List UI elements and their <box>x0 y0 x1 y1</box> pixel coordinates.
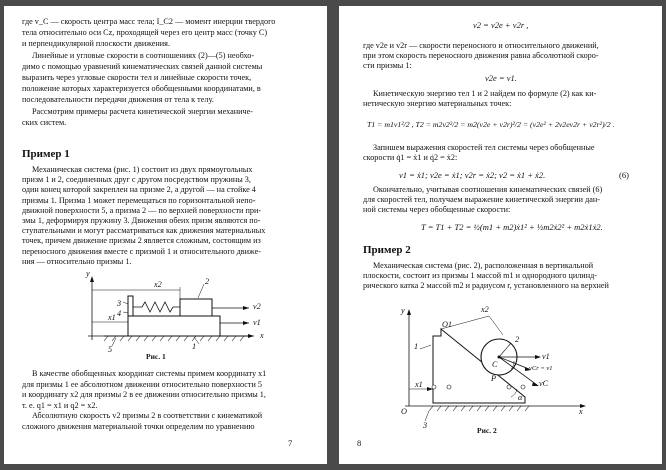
fig2-o1-label: O1 <box>442 320 453 329</box>
eq-kinetic-energy: T1 = m1v1²/2 , T2 = m2v2²/2 = m2(v2e + v2r)²/2 = (v2e² + 2v2ev2r + v2r²)/2 . <box>367 120 615 129</box>
figure-2-caption: Рис. 2 <box>477 426 497 435</box>
text-line: где v2e и v2r — скорости переносного и относительного движений, <box>363 41 599 50</box>
text-line: димо с помощью уравнений кинематических связей данной системы <box>22 61 263 71</box>
fig2-vcr-label: vCr = v1 <box>529 365 553 372</box>
text-line: движной поверхности 5, а призма 2 — по верхней поверхности при- <box>22 205 262 215</box>
text-line: при этом скорость переносного движения равна абсолютной скоро- <box>363 51 599 61</box>
text-line: Механическая система (рис. 2), расположенная в вертикальной <box>373 261 594 270</box>
text-line: ной системы через обобщенные скорости: <box>363 205 511 215</box>
text-line: для призмы 1 ее абсолютном движении относительно поверхности 5 <box>22 379 262 389</box>
fig1-label-1: 1 <box>192 342 197 351</box>
prism-2 <box>180 299 212 316</box>
eq-number-6: (6) <box>619 170 629 180</box>
text-line: последовательности передачи движения от тела к телу. <box>22 95 214 105</box>
example-1-heading: Пример 1 <box>22 148 70 160</box>
text-line: и перпендикулярной плоскости движения. <box>22 39 170 49</box>
fig1-v1-label: v1 <box>253 318 261 327</box>
text-line: Механическая система (рис. 1) состоит из двух прямоугольных <box>32 165 253 174</box>
eq-final-energy: T = T1 + T2 = ½(m1 + m2)ẋ1² + ½m2ẋ2² + m2ẋ1ẋ2. <box>421 222 603 232</box>
text-line: Абсолютную скорость v2 призмы 2 в соответствии с кинематикой <box>32 411 263 421</box>
text-line: Рассмотрим примеры расчета кинетической энергии механиче- <box>32 106 253 116</box>
fig1-x1-label: x1 <box>108 313 116 322</box>
page-number-left: 7 <box>288 438 293 448</box>
text-line: точек, причем движение призмы 2 является сложным, состоящим из <box>22 236 261 246</box>
fig1-label-5: 5 <box>108 345 113 354</box>
fig2-x1-label: x1 <box>415 380 423 389</box>
text-line: Запишем выражения скоростей тел системы через обобщенные <box>373 143 595 152</box>
fig2-label-3: 3 <box>423 421 428 430</box>
text-line: призмы 1. Призма 1 может перемещаться по горизонтальной непо- <box>22 195 256 205</box>
post-4 <box>128 296 133 316</box>
fig2-origin-label: O <box>401 407 407 416</box>
text-line: Окончательно, учитывая соотношения кинематических связей (6) <box>373 185 603 194</box>
fig1-label-4: 4 <box>117 309 122 318</box>
fig2-v1-label: v1 <box>542 352 550 361</box>
text-line: плоскости, состоит из призмы 1 массой m1 и однородного цилинд- <box>363 271 597 281</box>
text-line: В качестве обобщенных координат системы примем координату x1 <box>32 369 267 378</box>
text-line: нетическую энергию материальных точек: <box>363 99 512 109</box>
page-number-right: 8 <box>357 438 362 448</box>
fig2-p-label: P <box>491 374 497 383</box>
eq-velocities: v1 = ẋ1; v2e = ẋ1; v2r = ẋ2; v2 = ẋ1 + ẋ2. <box>399 170 546 180</box>
fig2-alpha-label: α <box>518 393 523 402</box>
text-line: призм 1 и 2, соединенных друг с другом посредством пружины 3, <box>22 175 251 185</box>
right-page <box>339 6 662 464</box>
eq-v2-sum: v2 = v2e + v2r , <box>473 20 529 30</box>
figure-1-caption: Рис. 1 <box>146 352 166 361</box>
fig2-y-label: y <box>401 306 405 315</box>
fig1-label-2: 2 <box>205 277 210 286</box>
text-line: Кинетическую энергию тел 1 и 2 найдем по формуле (2) как ки- <box>373 89 597 98</box>
fig2-x2-label: x2 <box>481 305 489 314</box>
fig1-x-label: x <box>260 331 264 340</box>
text-line: ских систем. <box>22 117 67 127</box>
text-line: для скоростей тел, получаем выражение кинетической энергии дан- <box>363 195 601 205</box>
eq-v2e: v2e = v1. <box>485 73 517 83</box>
fig1-label-3: 3 <box>117 299 122 308</box>
left-page <box>4 6 327 464</box>
text-line: тела относительно оси Cz, проходящей через его центр масс (точку C) <box>22 28 268 38</box>
text-line: ступательными и могут рассматриваться как движения материальных <box>22 226 266 236</box>
text-line: переносного движения вместе с призмой 1 и относительного движе- <box>22 246 261 256</box>
fig1-x2-label: x2 <box>154 280 162 289</box>
text-line: где v_C — скорость центра масс тела; I_C2 — момент инерции твердого <box>22 17 276 26</box>
fig2-vc-label: vC <box>539 379 549 388</box>
spring-3 <box>133 302 180 312</box>
fig2-x-label: x <box>579 407 583 416</box>
fig1-v2-label: v2 <box>253 302 261 311</box>
text-line: Линейные и угловые скорости в соотношениях (2)—(5) необхо- <box>32 50 255 60</box>
text-line: выразить через угловые скорости тел и линейные скорости точек, <box>22 73 252 82</box>
text-line: сложного движения материальной точки определим по уравнению <box>22 422 255 431</box>
text-line: и координату x2 для призмы 2 в ее движении относительно призмы 1, <box>22 390 266 400</box>
text-line: положение которых характеризуется обобщенными координатами, в <box>22 84 261 94</box>
prism-1 <box>128 316 220 336</box>
text-line: рического катка 2 массой m2 и радиусом r, установленного на верхней <box>363 281 609 291</box>
fig2-label-2: 2 <box>515 335 520 344</box>
fig2-c-label: C <box>492 360 498 369</box>
text-line: один конец которой закреплен на призме 2, а другой — на стойке 4 <box>22 185 256 195</box>
text-line: т. е. q1 = x1 и q2 = x2. <box>22 400 98 410</box>
fig1-y-label: y <box>86 269 90 278</box>
text-line: змы 1, деформируя пружину 3. Движения обеих призм являются по- <box>22 216 261 225</box>
example-2-heading: Пример 2 <box>363 244 411 256</box>
figure-2 <box>339 291 662 431</box>
text-line: ния — относительно призмы 1. <box>22 256 132 266</box>
text-line: сти призмы 1: <box>363 61 412 71</box>
fig2-label-1: 1 <box>414 342 419 351</box>
text-line: скорости q̇1 = ẋ1 и q̇2 = ẋ2: <box>363 153 458 163</box>
